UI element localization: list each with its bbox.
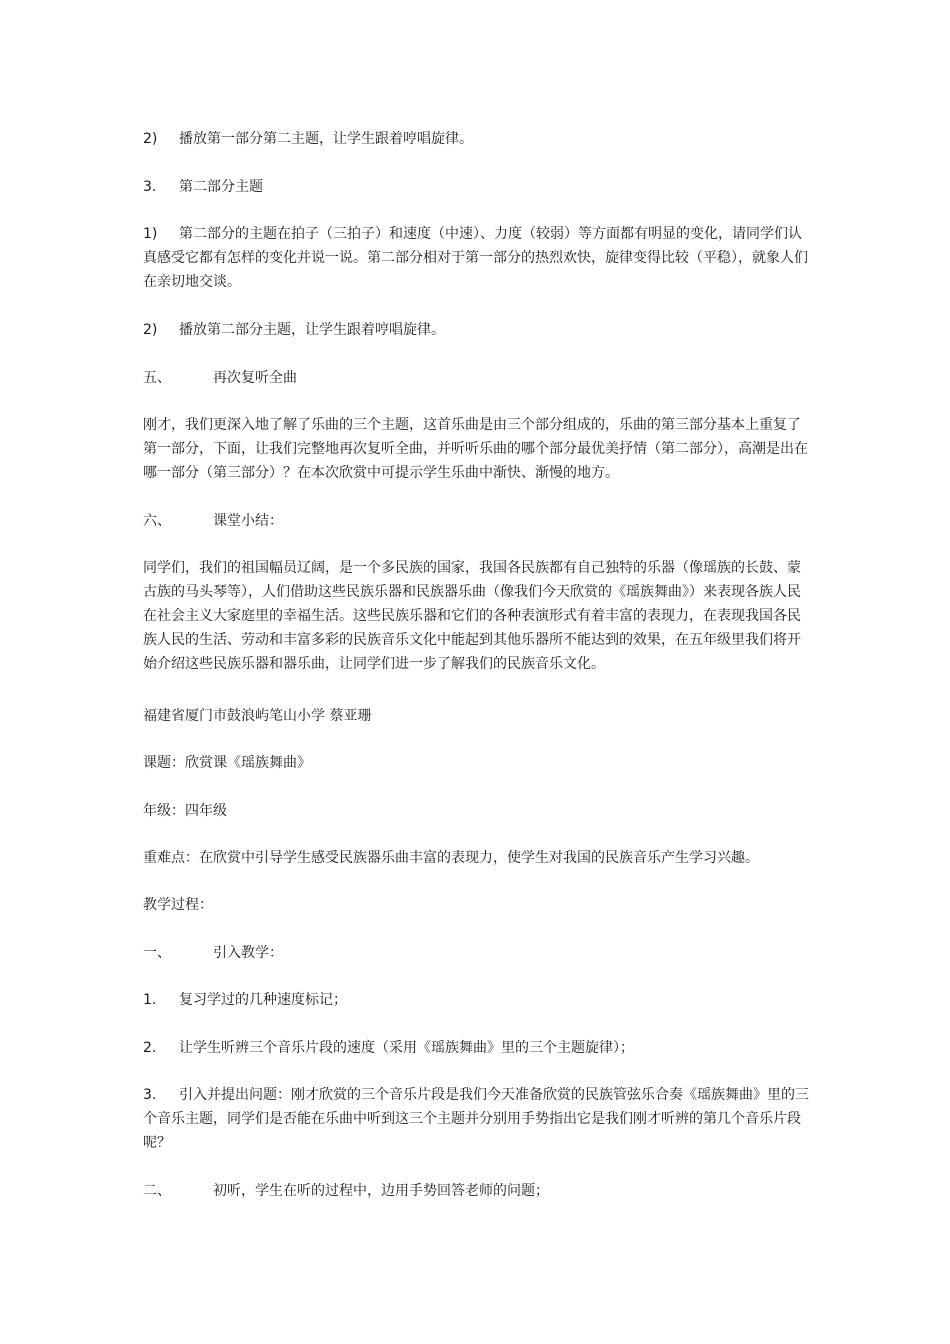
section-heading-6: [143, 509, 811, 533]
paragraph-text: 刚才，我们更深入地了解了乐曲的三个主题，这首乐曲是由三个部分组成的，乐曲的第三部分基本上重复了第一部分，下面，让我们完整地再次复听全曲，并听听乐曲的哪个部分最优美抒情（第二部分），高潮是出在哪一部分（第三部分）？在本次欣赏中可提示学生乐曲中渐快、渐慢的地方。: [143, 417, 808, 481]
item-text: 播放第二部分主题，让学生跟着哼唱旋律。: [179, 322, 445, 338]
step-play-part1-theme2: [143, 127, 811, 151]
item-number: 2.: [143, 1040, 157, 1056]
section-number: 五、: [143, 370, 171, 386]
paragraph-relisten: [143, 413, 811, 485]
section-title: 引入教学：: [213, 945, 283, 961]
section-heading-2: [143, 1179, 811, 1203]
item-number: 2): [143, 131, 158, 147]
item-text: 复习学过的几种速度标记；: [179, 992, 347, 1008]
heading-part2-theme: [143, 175, 811, 199]
item-number: 1): [143, 226, 158, 242]
section-title: 初听，学生在听的过程中，边用手势回答老师的问题；: [213, 1183, 549, 1199]
paragraph-summary: [143, 556, 811, 676]
step-review-tempo-marks: [143, 988, 811, 1012]
section-title: 再次复听全曲: [213, 370, 297, 386]
item-text: 让学生听辨三个音乐片段的速度（采用《瑶族舞曲》里的三个主题旋律）；: [179, 1040, 634, 1056]
section-number: 六、: [143, 513, 171, 529]
lesson-grade: [143, 799, 811, 823]
item-text: 引入并提出问题：刚才欣赏的三个音乐片段是我们今天准备欣赏的民族管弦乐合奏《瑶族舞曲》里的三个音乐主题，同学们是否能在乐曲中听到这三个主题并分别用手势指出它是我们刚才听辨的第几个音乐片段呢？: [143, 1087, 809, 1151]
paragraph-text: 课题：欣赏课《瑶族舞曲》: [143, 755, 311, 771]
section-title: 课堂小结：: [213, 513, 283, 529]
lesson-topic: [143, 751, 811, 775]
item-number: 1.: [143, 992, 157, 1008]
paragraph-text: 年级：四年级: [143, 803, 227, 819]
item-number: 3.: [143, 1087, 157, 1103]
section-number: 二、: [143, 1183, 171, 1199]
step-part2-theme-description: [143, 222, 811, 294]
paragraph-text: 福建省厦门市鼓浪屿笔山小学 蔡亚珊: [143, 708, 372, 724]
section-heading-1: [143, 941, 811, 965]
item-number: 3.: [143, 179, 157, 195]
paragraph-text: 重难点：在欣赏中引导学生感受民族器乐曲丰富的表现力，使学生对我国的民族音乐产生学习兴趣。: [143, 850, 759, 866]
step-play-part2-theme: [143, 318, 811, 342]
step-identify-tempo: [143, 1036, 811, 1060]
item-number: 2): [143, 322, 158, 338]
lesson-key-points: [143, 846, 811, 870]
author-line: [143, 704, 811, 728]
item-text: 第二部分的主题在拍子（三拍子）和速度（中速）、力度（较弱）等方面都有明显的变化，请同学们认真感受它都有怎样的变化并说一说。第二部分相对于第一部分的热烈欢快，旋律变得比较（平稳），就象人们在亲切地交谈。: [143, 226, 808, 290]
step-introduce-question: [143, 1083, 811, 1155]
item-text: 第二部分主题: [179, 179, 263, 195]
section-heading-5: [143, 366, 811, 390]
paragraph-text: 同学们，我们的祖国幅员辽阔，是一个多民族的国家，我国各民族都有自己独特的乐器（像瑶族的长鼓、蒙古族的马头琴等），人们借助这些民族乐器和民族器乐曲（像我们今天欣赏的《瑶族舞曲》）来表现各族人民在社会主义大家庭里的幸福生活。这些民族乐器和它们的各种表演形式有着丰富的表现力，在表现我国各民族人民的生活、劳动和丰富多彩的民族音乐文化中能起到其他乐器所不能达到的效果，在五年级里我们将开始介绍这些民族乐器和器乐曲，让同学们进一步了解我们的民族音乐文化。: [143, 560, 801, 672]
teaching-process-heading: [143, 893, 811, 917]
paragraph-text: 教学过程：: [143, 897, 213, 913]
section-number: 一、: [143, 945, 171, 961]
item-text: 播放第一部分第二主题，让学生跟着哼唱旋律。: [179, 131, 473, 147]
